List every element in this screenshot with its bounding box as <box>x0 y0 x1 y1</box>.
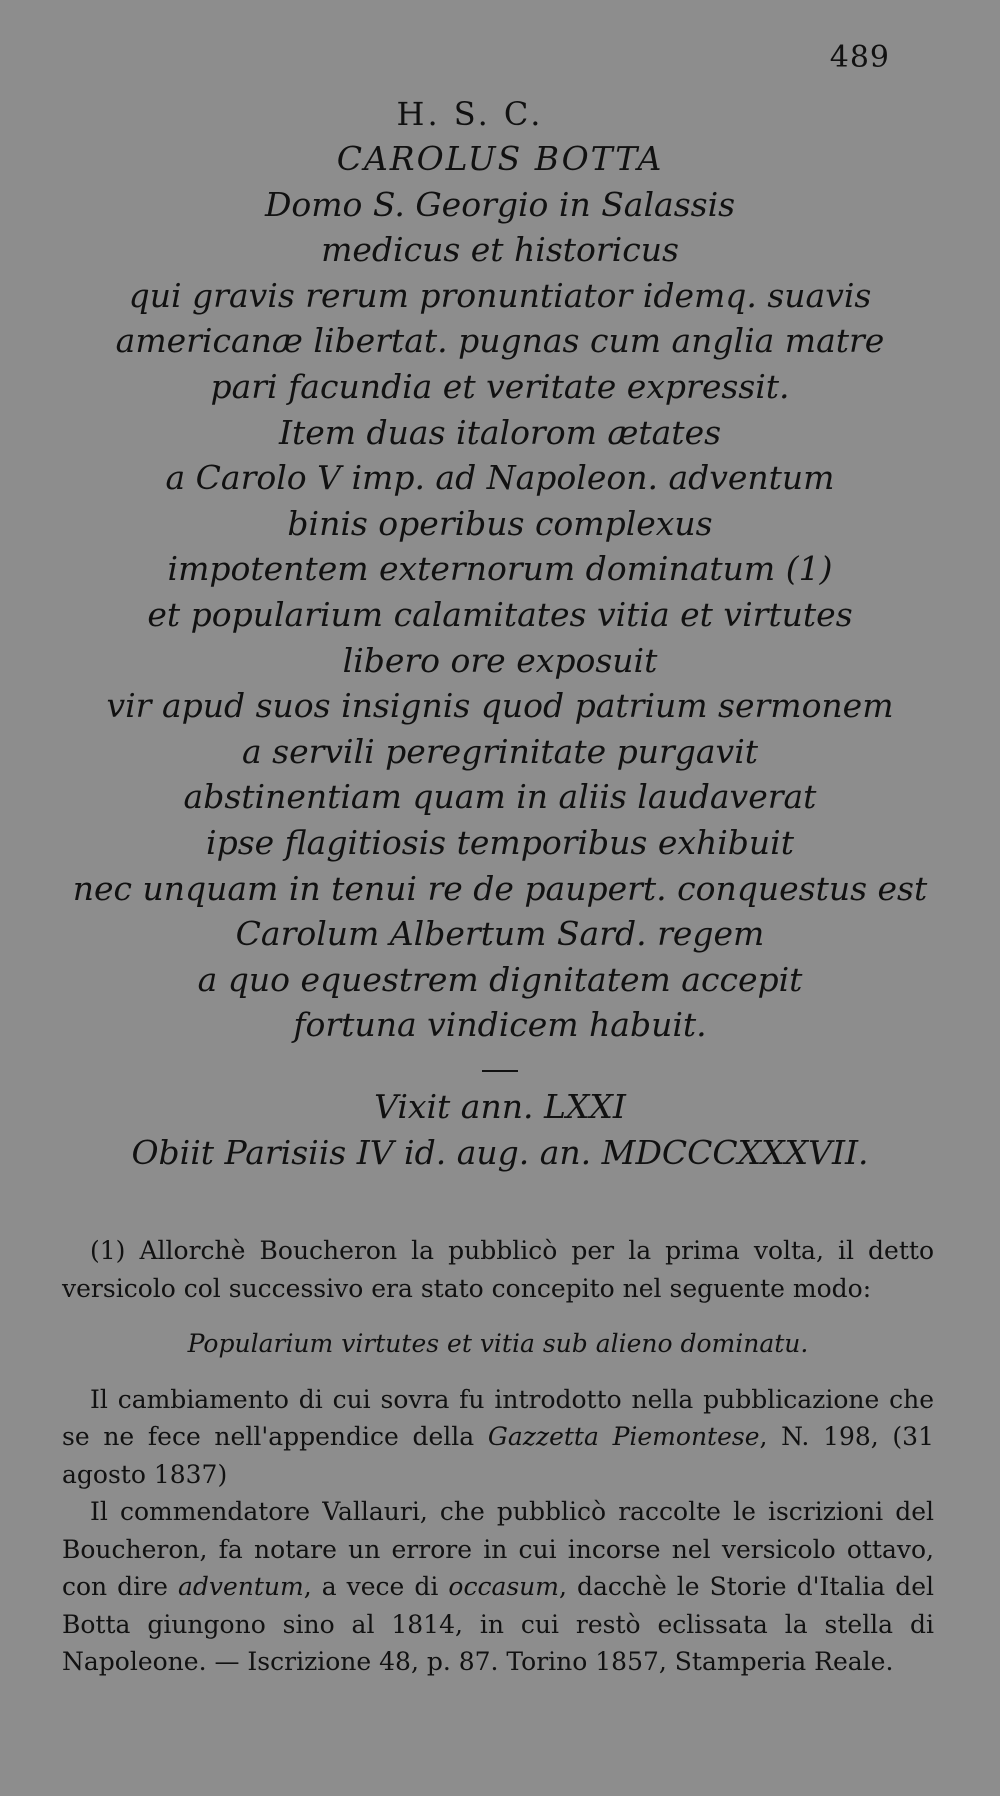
inscription-line: Domo S. Georgio in Salassis <box>264 184 736 224</box>
inscription-line: a quo equestrem dignitatem accepit <box>197 959 803 999</box>
obiit-line: Obiit Parisiis IV id. aug. an. MDCCCXXXVII. <box>131 1132 869 1172</box>
footnote <box>62 1232 934 1681</box>
inscription-line: libero ore exposuit <box>342 640 658 680</box>
inscription-line: pari facundia et veritate expressit. <box>210 366 790 406</box>
inscription-line: impotentem externorum dominatum (1) <box>167 549 833 589</box>
inscription-heading: H. S. C. <box>396 95 544 133</box>
inscription-line: et popularium calamitates vitia et virtutes <box>147 594 853 634</box>
vixit-line: Vixit ann. LXXI <box>374 1086 626 1126</box>
newspaper-title: Gazzetta Piemontese <box>487 1422 760 1451</box>
footnote-text: , a vece di <box>303 1572 449 1601</box>
inscription-line: a Carolo V imp. ad Napoleon. adventum <box>165 458 835 498</box>
footnote-paragraph <box>62 1493 934 1681</box>
footnote-paragraph: (1) Allorchè Boucheron la pubblicò per la prima volta, il detto versicolo col successivo era stato concepito nel seguente modo: <box>62 1236 934 1303</box>
inscription-line: vir apud suos insignis quod patrium sermonem <box>106 686 894 726</box>
inscription-line: a servili peregrinitate purgavit <box>241 731 759 771</box>
inscription-line: americanæ libertat. pugnas cum anglia matre <box>115 321 885 361</box>
inscription <box>0 92 1000 1176</box>
inscription-line: Item duas italorom ætates <box>278 412 722 452</box>
footnote-quote: Popularium virtutes et vitia sub alieno dominatu. <box>187 1329 809 1358</box>
inscription-line: fortuna vindicem habuit. <box>293 1005 707 1045</box>
footnote-text: Il cambiamento di cui sovra fu introdotto nella pubblicazione che se ne fece nell'appendice della <box>62 1384 934 1451</box>
footnote-text: , dacchè le Storie d'Italia del Botta giungono sino al 1814, in cui restò eclissata la stella di Napoleone. — Iscrizione 48, p. 87. Torino 1857, Stamperia Reale. <box>62 1572 935 1676</box>
page-number: 489 <box>829 40 890 75</box>
inscription-line: abstinentiam quam in aliis laudaverat <box>183 777 817 817</box>
footnote-paragraph <box>62 1381 934 1494</box>
inscription-line: binis operibus complexus <box>287 503 713 543</box>
inscription-line: medicus et historicus <box>321 230 679 270</box>
italic-word: occasum <box>448 1572 559 1601</box>
inscription-line: Carolum Albertum Sard. regem <box>235 914 765 954</box>
inscription-line: nec unquam in tenui re de paupert. conquestus est <box>72 868 928 908</box>
inscription-line: qui gravis rerum pronuntiator idemq. suavis <box>128 275 872 315</box>
footnote-text: , N. 198, (31 agosto 1837) <box>62 1422 934 1489</box>
footnote-text: Il commendatore Vallauri, che pubblicò raccolte le iscrizioni del Boucheron, fa notare un errore in cui incorse nel versicolo ottavo, con dire <box>62 1497 934 1601</box>
inscription-line: ipse flagitiosis temporibus exhibuit <box>206 822 794 862</box>
italic-word: adventum <box>177 1572 304 1601</box>
inscription-name: CAROLUS BOTTA <box>336 139 664 178</box>
separator-dash <box>482 1070 518 1072</box>
